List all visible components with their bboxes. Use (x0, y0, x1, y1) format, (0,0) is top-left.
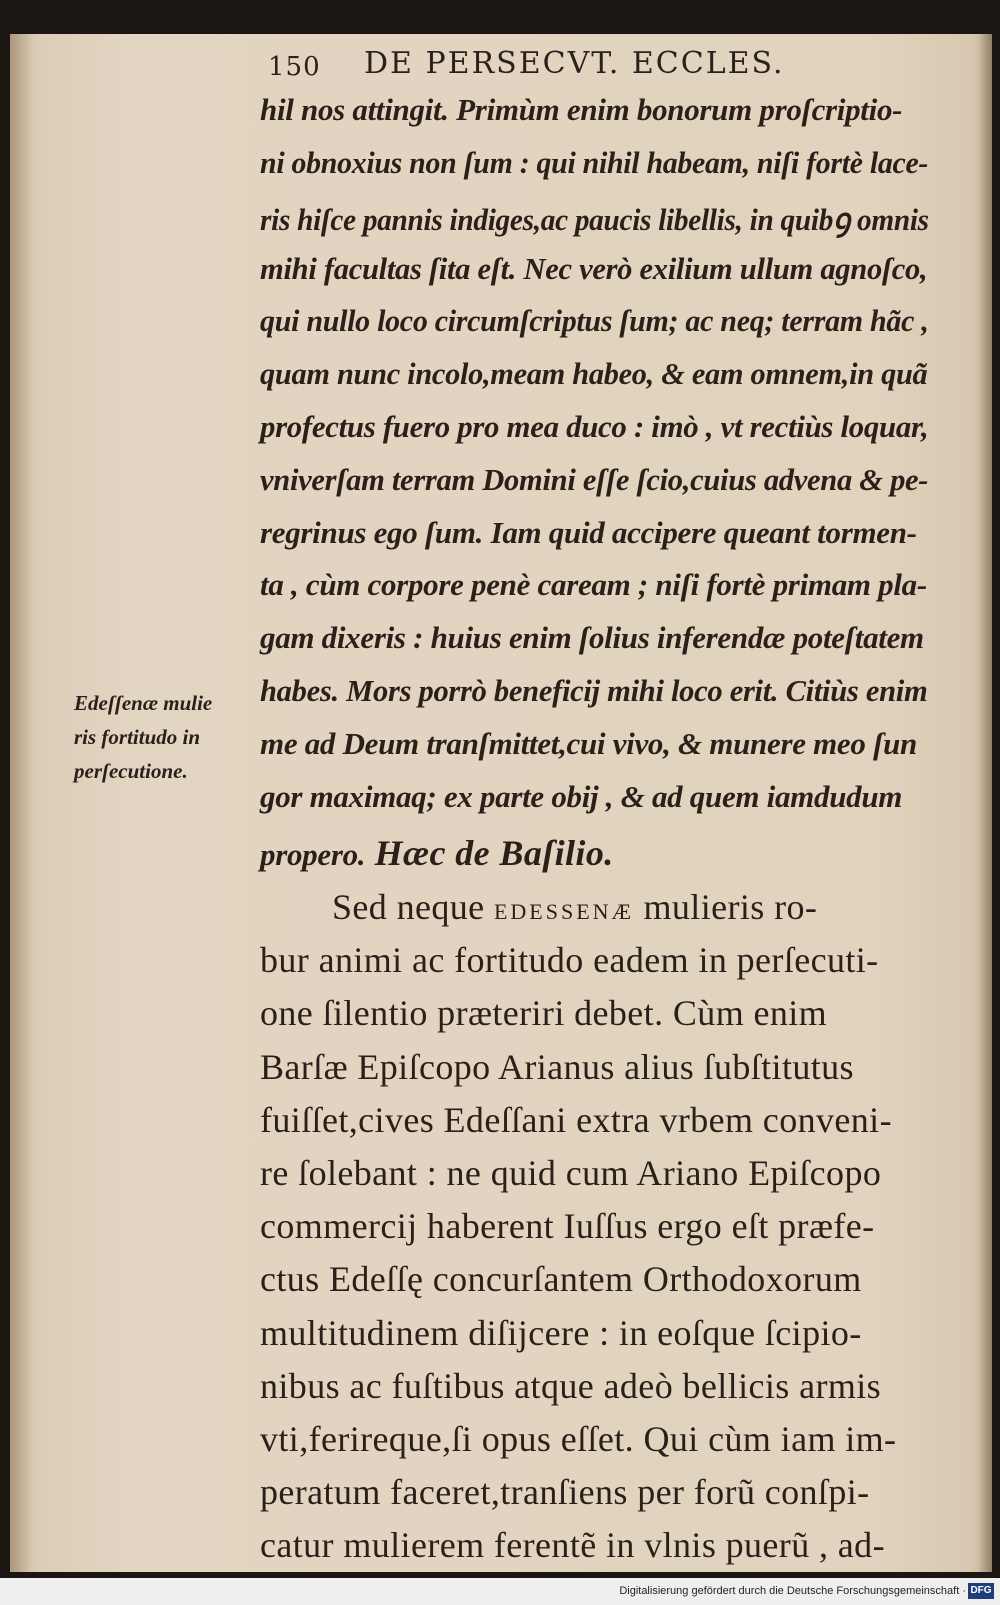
marginal-line: Edeſſenæ mulie (74, 691, 213, 715)
running-title: DE PERSECVT. ECCLES. (364, 46, 785, 81)
text-segment: peratum faceret,tranſiens per forũ conſpi- (260, 1472, 870, 1513)
text-line (260, 1099, 892, 1141)
text-line (260, 1152, 881, 1194)
text-line (260, 303, 929, 339)
text-segment: vniverſam terram Domini eſſe ſcio,cuius advena & pe- (260, 462, 929, 497)
marginal-note (74, 686, 254, 788)
text-segment: quam nunc incolo,meam habeo, & eam omnem,in quã (260, 356, 928, 391)
text-line (260, 462, 928, 498)
text-segment: re ſolebant : ne quid cum Ariano Epiſcopo (260, 1153, 882, 1193)
text-segment: mulieris ro- (634, 887, 818, 927)
text-segment: catur mulierem ferentẽ in vlnis puerũ , ad- (260, 1525, 885, 1566)
book-page (10, 34, 992, 1572)
text-segment: regrinus ego ſum. Iam quid accipere queant tormen- (260, 515, 917, 550)
text-segment: me ad Deum tranſmittet,cui vivo, & munere meo ſun (260, 726, 917, 761)
text-line (260, 779, 902, 815)
text-segment: one ſilentio præteriri debet. Cùm enim (260, 993, 828, 1034)
text-line (260, 92, 902, 128)
text-segment: nibus ac fuſtibus atque adeò bellicis armis (260, 1365, 882, 1406)
text-line (332, 886, 817, 928)
text-line (260, 1418, 896, 1460)
text-segment: Sed neque (332, 887, 494, 927)
text-segment: gor maximaq; ex parte obij , & ad quem iamdudum (260, 779, 903, 814)
text-segment: hil nos attingit. Primùm enim bonorum proſcriptio- (260, 92, 903, 127)
footer-bar (0, 1580, 1000, 1605)
page-number: 150 (268, 52, 321, 82)
text-line (260, 673, 927, 709)
text-segment: qui nullo loco circumſcriptus ſum; ac neq; terram hãc , (260, 303, 929, 338)
text-line (260, 726, 917, 762)
text-line (260, 1205, 875, 1247)
text-segment: profectus fuero pro mea duco : imò , vt rectiùs loquar, (260, 409, 929, 444)
text-line (260, 1046, 854, 1088)
text-segment: Barſæ Epiſcopo Arianus alius ſubſtitutus (260, 1046, 854, 1087)
text-line (260, 832, 614, 874)
text-segment: vti,ferireque,ſi opus eſſet. Qui cùm iam im- (260, 1419, 897, 1459)
text-line (260, 515, 917, 551)
text-line (260, 356, 927, 392)
text-line (260, 251, 927, 287)
dfg-logo: DFG (968, 1583, 994, 1599)
text-segment: gam dixeris : huius enim ſolius inferendæ poteſtatem (260, 620, 924, 655)
text-segment: bur animi ac fortitudo eadem in perſecuti- (260, 940, 879, 981)
text-segment: ni obnoxius non ſum : qui nihil habeam, niſi fortè lace- (260, 145, 929, 180)
text-line (260, 1312, 862, 1354)
text-segment: ta , cùm corpore penè caream ; niſi fortè primam pla- (260, 567, 927, 602)
text-line (260, 567, 927, 603)
text-segment: fuiſſet,cives Edeſſani extra vrbem conveni- (260, 1099, 892, 1140)
text-line (260, 939, 879, 981)
text-segment: commercij haberent Iuſſus ergo eſt præfe- (260, 1206, 875, 1247)
text-line (260, 1365, 881, 1407)
text-line (260, 1471, 870, 1513)
text-segment: habes. Mors porrò beneficij mihi loco erit. Citiùs enim (260, 673, 928, 708)
marginal-line: ris fortitudo in (74, 725, 201, 749)
text-segment: ctus Edeſſę concurſantem Orthodoxorum (260, 1259, 862, 1300)
text-line (260, 198, 929, 240)
text-segment: Hæc de Baſilio. (365, 833, 614, 873)
text-line (260, 1258, 862, 1300)
text-segment: multitudinem diſijcere : in eoſque ſcipio- (260, 1312, 862, 1353)
text-line (260, 1524, 885, 1566)
text-segment: mihi facultas ſita eſt. Nec verò exilium ullum agnoſco, (260, 251, 928, 286)
text-line (260, 992, 827, 1034)
footer-credit: Digitalisierung gefördert durch die Deutsche Forschungsgemeinschaft · (619, 1585, 966, 1597)
text-segment: propero. (260, 837, 366, 872)
text-segment: ris hiſce pannis indiges,ac paucis libellis, in quibꝯ omnis (260, 202, 929, 237)
text-line (260, 145, 928, 181)
text-line (260, 409, 928, 445)
small-caps-name: EDESSENÆ (493, 899, 635, 924)
marginal-line: perſecutione. (74, 759, 188, 783)
text-line (260, 620, 924, 656)
running-head (260, 46, 840, 86)
